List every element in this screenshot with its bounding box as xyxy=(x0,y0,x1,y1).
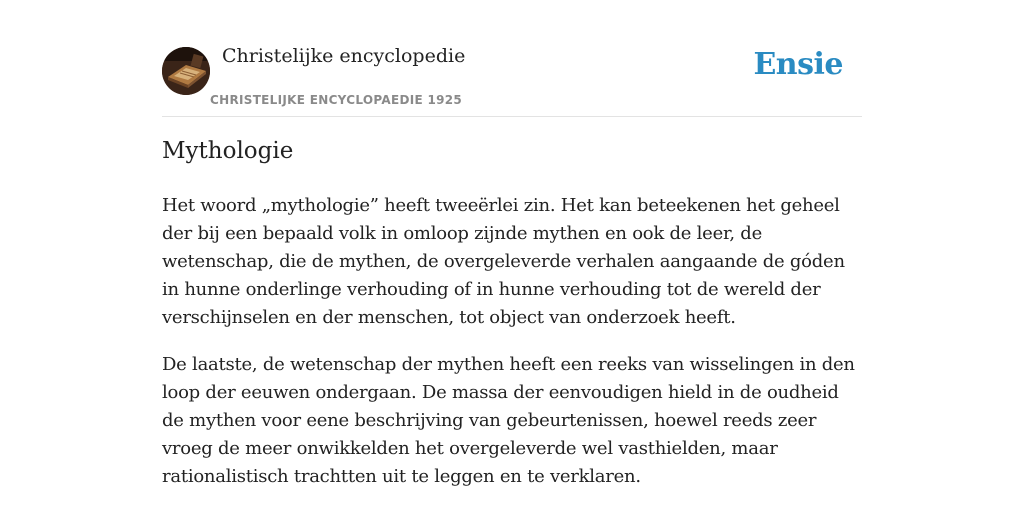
article-paragraph: De laatste, de wetenschap der mythen heeft een reeks van wisselingen in den loop der eeuwen ondergaan. De massa der eenvoudigen hield in de oudheid de mythen voor eene beschrijving van gebeurtenissen, hoewel reeds zeer vroeg de meer onwikkelden het overgeleverde wel vasthielden, maar rationalistisch trachtten uit te leggen en te verklaren. xyxy=(162,354,855,487)
book-icon xyxy=(162,47,210,95)
article-paragraph: Het woord „mythologie” heeft tweeërlei zin. Het kan beteekenen het geheel der bij een bepaald volk in omloop zijnde mythen en ook de leer, de wetenschap, die de mythen, de overgeleverde verhalen aangaande de góden in hunne onderlinge verhouding of in hunne verhouding tot de wereld der verschijnselen en der menschen, tot object van onderzoek heeft. xyxy=(162,195,845,328)
article-body xyxy=(162,192,862,510)
page xyxy=(162,0,862,487)
source-subtitle[interactable]: CHRISTELIJKE ENCYCLOPAEDIE 1925 xyxy=(210,93,463,107)
source-avatar[interactable] xyxy=(162,47,210,95)
source-title[interactable]: Christelijke encyclopedie xyxy=(222,45,466,67)
article-title: Mythologie xyxy=(162,138,294,164)
ensie-logo-link[interactable]: Ensie xyxy=(753,47,843,82)
header xyxy=(162,0,862,117)
